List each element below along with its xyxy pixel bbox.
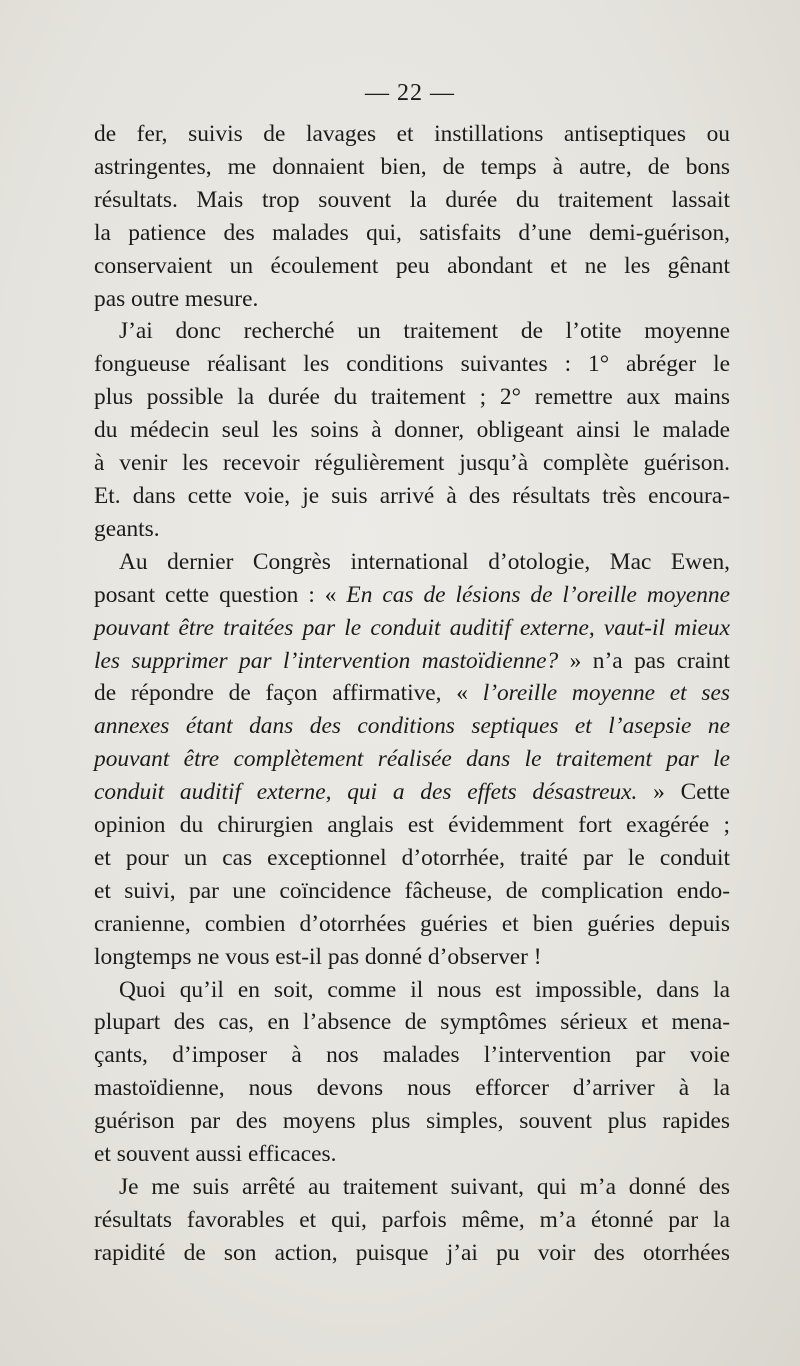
page-number: — 22 — <box>365 80 455 106</box>
text-line: plupart des cas, en l’absence de symptômes sérieux et mena- <box>94 1009 730 1036</box>
text-line: Au dernier Congrès international d’otologie, Mac Ewen, <box>119 548 730 575</box>
text-line: fongueuse réalisant les conditions suivantes : 1° abréger le <box>94 351 730 378</box>
text-line <box>94 743 730 776</box>
text-line: résultats. Mais trop souvent la durée du traitement lassait <box>94 186 730 213</box>
text-line: mastoïdienne, nous devons nous efforcer d’arriver à la <box>94 1075 730 1102</box>
quoted-answer: conduit auditif externe, qui a des effets désastreux. <box>94 779 638 806</box>
text-line <box>94 776 730 809</box>
text-line <box>94 645 730 678</box>
text-line: guérison par des moyens plus simples, souvent plus rapides <box>94 1108 730 1135</box>
text-line: de fer, suivis de lavages et instillations antiseptiques ou <box>94 121 730 147</box>
text-line: cranienne, combien d’otorrhées guéries et bien guéries depuis <box>94 910 730 937</box>
quoted-answer: l’oreille moyenne et ses <box>482 680 730 707</box>
body-text <box>94 118 730 1270</box>
paragraph-2 <box>94 315 730 545</box>
text-line: rapidité de son action, puisque j’ai pu voir des otorrhées <box>94 1239 730 1266</box>
text-line: et pour un cas exceptionnel d’otorrhée, traité par le conduit <box>94 844 730 871</box>
quoted-answer: pouvant être complètement réalisée dans le traitement par le <box>94 746 730 773</box>
text-line <box>94 612 730 645</box>
quoted-question: les supprimer par l’intervention mastoïdienne? <box>94 647 559 674</box>
text-line: pas outre mesure. <box>94 285 259 312</box>
text-line: geants. <box>94 515 160 542</box>
text-line: Et. dans cette voie, je suis arrivé à des résultats très encoura- <box>94 482 730 509</box>
paragraph-3 <box>94 546 730 974</box>
paragraph-1 <box>94 118 730 315</box>
text-line: plus possible la durée du traitement ; 2° remettre aux mains <box>94 384 730 411</box>
text-line: J’ai donc recherché un traitement de l’otite moyenne <box>119 318 730 345</box>
text-run: de répondre de façon affirmative, « <box>94 680 483 707</box>
quoted-question: En cas de lésions de l’oreille moyenne <box>346 581 730 608</box>
text-line <box>94 579 730 612</box>
text-line: longtemps ne vous est-il pas donné d’observer ! <box>94 943 542 970</box>
text-line <box>94 677 730 710</box>
text-line: opinion du chirurgien anglais est évidemment fort exagérée ; <box>94 812 730 839</box>
text-run: » n’a pas craint <box>558 647 730 674</box>
text-line <box>94 710 730 743</box>
text-line: çants, d’imposer à nos malades l’intervention par voie <box>94 1042 730 1069</box>
text-line: Je me suis arrêté au traitement suivant, qui m’a donné des <box>119 1174 730 1200</box>
paragraph-4 <box>94 974 730 1171</box>
quoted-question: pouvant être traitées par le conduit auditif externe, vaut-il mieux <box>94 614 730 641</box>
text-line: et suivi, par une coïncidence fâcheuse, de complication endo- <box>94 877 730 904</box>
text-line: résultats favorables et qui, parfois même, m’a étonné par la <box>94 1206 730 1233</box>
text-line: du médecin seul les soins à donner, obligeant ainsi le malade <box>94 417 730 444</box>
paragraph-5 <box>94 1171 730 1270</box>
text-line: astringentes, me donnaient bien, de temps à autre, de bons <box>94 153 730 180</box>
text-run: posant cette question : « <box>94 581 347 608</box>
text-line: Quoi qu’il en soit, comme il nous est impossible, dans la <box>119 976 730 1003</box>
text-line: et souvent aussi efficaces. <box>94 1141 337 1168</box>
text-run: » Cette <box>637 779 730 806</box>
text-line: la patience des malades qui, satisfaits d’une demi-guérison, <box>94 219 730 246</box>
text-line: conservaient un écoulement peu abondant et ne les gênant <box>94 252 730 279</box>
text-line: à venir les recevoir régulièrement jusqu’à complète guérison. <box>94 450 730 477</box>
quoted-answer: annexes étant dans des conditions septiques et l’asepsie ne <box>94 713 730 740</box>
